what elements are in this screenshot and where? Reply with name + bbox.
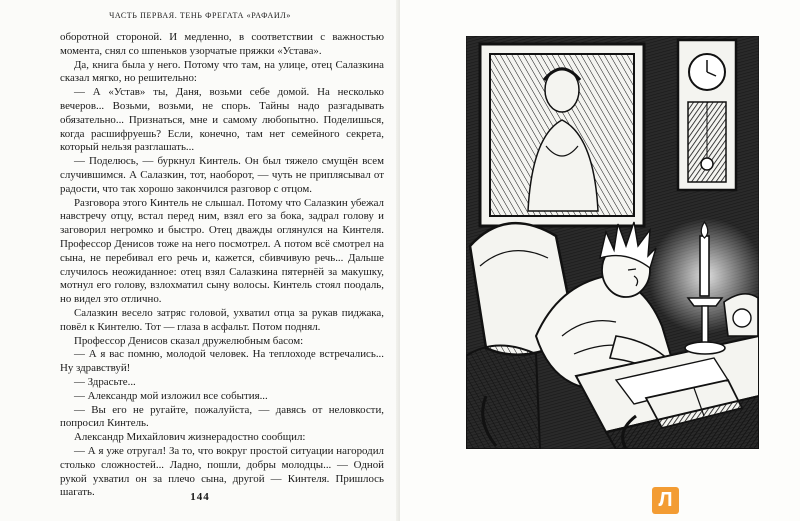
running-head: ЧАСТЬ ПЕРВАЯ. ТЕНЬ ФРЕГАТА «РАФАИЛ» — [109, 11, 291, 20]
illustration-boy-writing-by-candle — [466, 36, 759, 449]
paragraph: — А «Устав» ты, Даня, возьми себе домой. На несколько вечеров... Возьми, возьми, не спорь. Тайны надо разгадывать обязательно... Признаться, мне и самому любопытно. Поделишься, когда расшифруешь? Если, конечно, там нет семейного секрета, который нельзя разглашать... — [60, 86, 384, 154]
wall-portrait — [480, 44, 644, 226]
paragraph: Александр Михайлович жизнерадостно сообщил: — [74, 431, 306, 444]
paragraph: — А я вас помню, молодой человек. На теплоходе встречались... Ну здравствуй! — [60, 348, 384, 375]
paragraph: Профессор Денисов сказал дружелюбным басом: — [74, 334, 304, 347]
paragraph: — А я уже отругал! За то, что вокруг простой ситуации нагородил столько сложностей... Ладно, пошли, добры молодцы... — Одной рукой ухватил он за плечо сына, другой — Кинтеля. Пришлось шагать. — [60, 444, 384, 499]
paragraph: оборотной стороной. И медленно, в соответствии с важностью момента, снял со шпеньков узорчатые пряжки «Устава». — [60, 31, 384, 57]
paragraph: Салазкин весело затряс головой, ухватил отца за рукав пиджака, повёл к Кинтелю. Тот — глаза в асфальт. Потом поднял. — [60, 306, 384, 333]
paragraph: — Здрасьте... — [74, 375, 136, 388]
paragraph: Разговора этого Кинтель не слышал. Потому что Салазкин убежал навстречу отцу, встал перед ним, взял его за бока, задрал голову и заговорил негромко и быстро. Отец дважды оглянулся на Кинтеля. Профессор Денисов тоже на него посмотрел. А потом всё смотрел на сына, не перебивал его речь и, кажется, сбивчивую речь... Дальше случилось неожиданное: отец взял Салазкина пятернёй за макушку, мотнул его голову, взлохматил сыну волосы. Кинтель стоял поодаль, но видел это отлично. — [60, 196, 384, 306]
telephone — [724, 294, 758, 336]
body-text — [60, 31, 384, 500]
publisher-logo: Л — [652, 487, 679, 514]
paragraph: — Александр мой изложил все события... — [74, 389, 268, 402]
paragraph: — Поделюсь, — буркнул Кинтель. Он был тяжело смущён всем случившимся. А Салазкин, тот, наоборот, — чуть не приплясывал от радости, что так хорошо закончился разговор с отцом. — [60, 155, 384, 195]
paragraph: Да, книга была у него. Потому что там, на улице, отец Салазкина сказал мягко, но решительно: — [60, 58, 384, 85]
paragraph: — Вы его не ругайте, пожалуйста, — давясь от неловкости, попросил Кинтель. — [60, 403, 384, 430]
page-number: 144 — [190, 491, 210, 503]
wall-clock — [678, 40, 736, 190]
